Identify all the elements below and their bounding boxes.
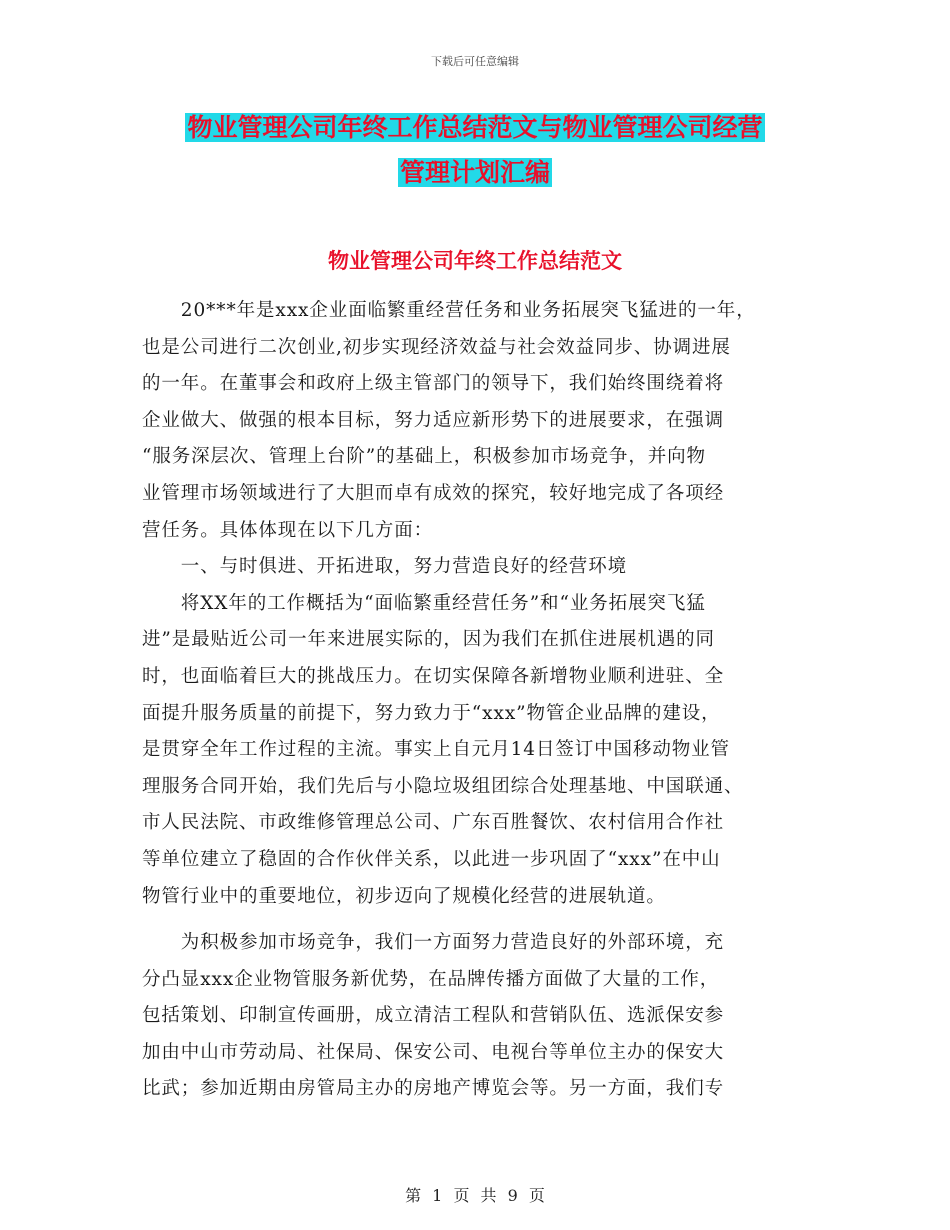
body-line: 营任务。具体体现在以下几方面：: [142, 519, 434, 541]
body-line: 企业做大、做强的根本目标，努力适应新形势下的进展要求，在强调: [142, 409, 725, 431]
body-line: 将XX年的工作概括为“面临繁重经营任务”和“业务拓展突飞猛: [142, 592, 706, 614]
body-line: 理服务合同开始，我们先后与小隐垃圾组团综合处理基地、中国联通、: [142, 775, 744, 797]
page-header-note: 下载后可任意编辑: [431, 55, 519, 68]
body-line: 也是公司进行二次创业,初步实现经济效益与社会效益同步、协调进展: [142, 336, 731, 358]
body-line: 分凸显xxx企业物管服务新优势，在品牌传播方面做了大量的工作，: [142, 968, 720, 990]
body-line: 比武；参加近期由房管局主办的房地产博览会等。另一方面，我们专: [142, 1078, 725, 1100]
paragraph-gap: [142, 915, 822, 925]
section-title: 物业管理公司年终工作总结范文: [328, 248, 622, 273]
body-line: “服务深层次、管理上台阶”的基础上，积极参加市场竞争，并向物: [142, 446, 706, 468]
body-line: 进”是最贴近公司一年来进展实际的，因为我们在抓住进展机遇的同: [142, 629, 715, 651]
body-line: 等单位建立了稳固的合作伙伴关系，以此进一步巩固了“xxx”在中山: [142, 848, 721, 870]
body-text: [142, 293, 822, 1108]
document-title-line-2: [0, 155, 950, 191]
body-line: 市人民法院、市政维修管理总公司、广东百胜餐饮、农村信用合作社: [142, 812, 725, 834]
body-line: 物管行业中的重要地位，初步迈向了规模化经营的进展轨道。: [142, 885, 666, 907]
body-line: 包括策划、印制宣传画册，成立清洁工程队和营销队伍、选派保安参: [142, 1005, 725, 1027]
page-number-footer: 第 1 页 共 9 页: [405, 1186, 545, 1205]
body-line: 加由中山市劳动局、社保局、保安公司、电视台等单位主办的保安大: [142, 1041, 725, 1063]
body-line: 20***年是xxx企业面临繁重经营任务和业务拓展突飞猛进的一年，: [142, 300, 756, 321]
body-line: 时，也面临着巨大的挑战压力。在切实保障各新增物业顺利进驻、全: [142, 665, 725, 687]
document-title-text-2: 管理计划汇编: [399, 158, 550, 187]
body-line: 为积极参加市场竞争，我们一方面努力营造良好的外部环境，充: [142, 932, 725, 954]
body-line: 是贯穿全年工作过程的主流。事实上自元月14日签订中国移动物业管: [142, 739, 730, 761]
document-title-text-1: 物业管理公司年终工作总结范文与物业管理公司经营: [187, 113, 763, 142]
body-line: 一、与时俱进、开拓进取，努力营造良好的经营环境: [142, 556, 628, 578]
document-title-line-1: [0, 110, 950, 146]
body-line: 业管理市场领域进行了大胆而卓有成效的探究，较好地完成了各项经: [142, 482, 725, 504]
body-line: 的一年。在董事会和政府上级主管部门的领导下，我们始终围绕着将: [142, 373, 725, 395]
body-line: 面提升服务质量的前提下，努力致力于“xxx”物管企业品牌的建设，: [142, 702, 721, 724]
